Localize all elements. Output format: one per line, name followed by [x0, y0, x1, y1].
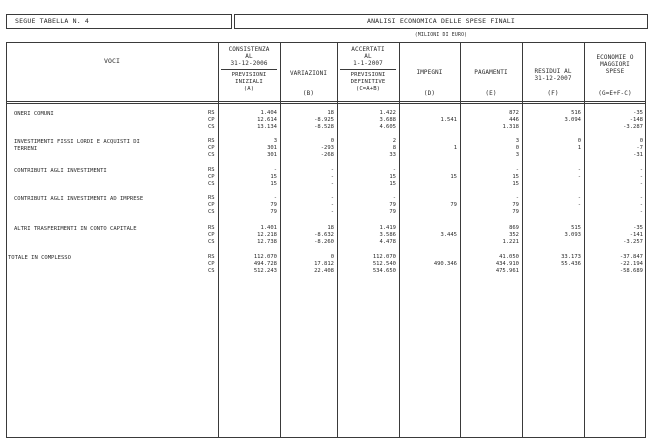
table-cell: - — [577, 167, 581, 173]
table-cell: 512.243 — [253, 267, 277, 274]
table-cell: - — [639, 167, 643, 173]
table-cell: - — [330, 201, 334, 208]
col-g-line4: (G=E+F-C) — [598, 90, 632, 97]
table-cell: -22.194 — [619, 260, 643, 267]
table-cell: 490.346 — [433, 260, 457, 267]
table-cell: - — [639, 208, 643, 215]
table-cell: 79 — [389, 201, 396, 208]
row-code: CS — [208, 151, 215, 158]
table-cell: -148 — [629, 116, 643, 123]
table-cell: 22.408 — [314, 267, 334, 274]
row-code: RS — [208, 254, 215, 260]
col-c-line6: (C=A+B) — [355, 86, 381, 92]
col-header-d — [399, 69, 460, 76]
col-header-g-sub — [584, 90, 646, 97]
table-cell: - — [392, 167, 396, 173]
col-header-f-sub — [522, 90, 584, 97]
table-cell: 3 — [515, 138, 519, 144]
header-divider — [6, 101, 646, 104]
col-header-e — [460, 69, 522, 76]
table-cell: - — [330, 195, 334, 201]
title-box — [234, 14, 648, 29]
table-cell: 1.221 — [502, 238, 519, 245]
row-code: CP — [208, 144, 215, 151]
table-cell: - — [273, 195, 277, 201]
row-code: CS — [208, 267, 215, 274]
col-c-line5: DEFINITIVE — [350, 79, 386, 85]
col-header-d-sub — [399, 90, 460, 97]
col-c-separator — [340, 69, 396, 70]
table-cell: - — [639, 195, 643, 201]
table-cell: - — [273, 167, 277, 173]
table-cell: 17.812 — [314, 260, 334, 267]
page-title: ANALISI ECONOMICA DELLE SPESE FINALI — [366, 17, 516, 25]
table-cell: -8.925 — [314, 116, 334, 123]
table-cell: 446 — [509, 116, 519, 123]
col-f-line3: (F) — [547, 90, 559, 97]
table-cell: 112.070 — [253, 254, 277, 260]
col-c-line3: 1-1-2007 — [353, 60, 383, 67]
table-cell: 352 — [509, 231, 519, 238]
col-a-line3: 31-12-2006 — [230, 60, 268, 67]
col-header-b-sub — [280, 90, 337, 97]
row-code: RS — [208, 195, 215, 201]
table-cell: - — [515, 167, 519, 173]
table-cell: 18 — [327, 225, 334, 231]
row-code: CP — [208, 173, 215, 180]
table-cell: 2 — [392, 138, 396, 144]
table-cell: 1 — [453, 144, 457, 151]
row-label: TOTALE IN COMPLESSO — [8, 255, 71, 261]
row-code: CS — [208, 180, 215, 187]
row-code: RS — [208, 167, 215, 173]
col-header-a — [218, 46, 280, 93]
table-cell: 79 — [270, 201, 277, 208]
table-cell: - — [577, 195, 581, 201]
col-header-b — [280, 70, 337, 77]
col-c-line1: ACCERTATI — [351, 46, 385, 53]
col-header-c — [337, 46, 399, 93]
table-cell: 0 — [515, 144, 519, 151]
table-cell: - — [330, 208, 334, 215]
col-header-voci — [6, 58, 218, 65]
col-header-voci-label: VOCI — [103, 57, 121, 65]
table-cell: 301 — [267, 144, 277, 151]
col-b-line1: VARIAZIONI — [289, 70, 328, 77]
table-cell: - — [639, 173, 643, 180]
table-cell: -3.257 — [623, 238, 643, 245]
table-cell: 516 — [571, 110, 581, 116]
table-cell: 79 — [270, 208, 277, 215]
col-a-line2: AL — [245, 53, 253, 60]
table-cell: - — [515, 195, 519, 201]
table-cell: 33 — [389, 151, 396, 158]
col-e-line2: (E) — [485, 90, 497, 97]
col-g-line3: SPESE — [605, 68, 625, 75]
table-cell: -3.287 — [623, 123, 643, 130]
table-cell: - — [392, 195, 396, 201]
table-cell: 79 — [389, 208, 396, 215]
row-code: RS — [208, 110, 215, 116]
table-cell: 112.070 — [372, 254, 396, 260]
row-label: ONERI COMUNI — [14, 111, 54, 117]
table-cell: 4.478 — [379, 238, 396, 245]
table-cell: - — [330, 167, 334, 173]
table-cell: 494.728 — [253, 260, 277, 267]
table-cell: 41.050 — [499, 254, 519, 260]
unit-label: (MILIONI DI EURO) — [414, 33, 468, 38]
table-ref-box — [6, 14, 232, 29]
table-cell: -8.632 — [314, 231, 334, 238]
table-cell: 15 — [512, 173, 519, 180]
table-cell: -35 — [633, 110, 643, 116]
table-cell: 79 — [512, 201, 519, 208]
table-cell: - — [330, 173, 334, 180]
table-cell: 1.419 — [379, 225, 396, 231]
row-code: CS — [208, 123, 215, 130]
table-cell: -8.260 — [314, 238, 334, 245]
table-cell: -293 — [320, 144, 334, 151]
col-e-line1: PAGAMENTI — [474, 69, 508, 76]
row-label: ALTRI TRASFERIMENTI IN CONTO CAPITALE — [14, 226, 137, 232]
row-code: CP — [208, 201, 215, 208]
table-cell: 3.093 — [564, 231, 581, 238]
table-cell: 15 — [270, 173, 277, 180]
col-header-g — [584, 54, 646, 75]
table-cell: 15 — [270, 180, 277, 187]
table-cell: 1.318 — [502, 123, 519, 130]
table-cell: 872 — [509, 110, 519, 116]
col-g-line2: MAGGIORI — [600, 61, 630, 68]
table-cell: -8.528 — [314, 123, 334, 130]
col-f-line1: RESIDUI AL — [534, 68, 572, 75]
table-cell: - — [577, 173, 581, 180]
table-cell: 12.614 — [257, 116, 277, 123]
col-g-line1: ECONOMIE O — [596, 54, 634, 61]
col-header-e-sub — [460, 90, 522, 97]
table-cell: 12.218 — [257, 231, 277, 238]
table-cell: 869 — [509, 225, 519, 231]
table-cell: 0 — [577, 138, 581, 144]
table-cell: 512.540 — [372, 260, 396, 267]
table-cell: 12.738 — [257, 238, 277, 245]
col-c-line4: PREVISIONI — [350, 72, 386, 78]
table-cell: -268 — [320, 151, 334, 158]
col-a-line4: PREVISIONI — [231, 72, 267, 78]
col-c-line2: AL — [364, 53, 372, 60]
row-code: CP — [208, 116, 215, 123]
table-cell: 18 — [327, 110, 334, 116]
table-cell: 3.445 — [440, 231, 457, 238]
table-ref-label: SEGUE TABELLA N. 4 — [15, 17, 90, 25]
table-cell: - — [330, 180, 334, 187]
col-a-line6: (A) — [243, 86, 255, 92]
table-cell: 15 — [389, 173, 396, 180]
table-cell: 8 — [392, 144, 396, 151]
table-cell: -37.847 — [619, 254, 643, 260]
row-label: INVESTIMENTI FISSI LORDI E ACQUISTI DI — [14, 139, 140, 145]
row-code: CS — [208, 208, 215, 215]
table-cell: 1.401 — [260, 225, 277, 231]
col-a-line1: CONSISTENZA — [228, 46, 270, 53]
col-a-separator — [221, 69, 277, 70]
col-header-f — [522, 68, 584, 82]
table-cell: - — [639, 180, 643, 187]
table-cell: 3.586 — [379, 231, 396, 238]
table-cell: 13.134 — [257, 123, 277, 130]
table-cell: - — [639, 201, 643, 208]
table-cell: 1.404 — [260, 110, 277, 116]
table-cell: -7 — [636, 144, 643, 151]
table-cell: 3.094 — [564, 116, 581, 123]
col-d-line1: IMPEGNI — [416, 69, 443, 76]
table-cell: 55.436 — [561, 260, 581, 267]
row-code: CP — [208, 231, 215, 238]
table-cell: 1.541 — [440, 116, 457, 123]
table-cell: 15 — [450, 173, 457, 180]
table-cell: 515 — [571, 225, 581, 231]
table-cell: 0 — [639, 138, 643, 144]
table-cell: 534.650 — [372, 267, 396, 274]
table-cell: -141 — [629, 231, 643, 238]
col-b-line2: (B) — [302, 90, 315, 97]
row-code: CP — [208, 260, 215, 267]
table-cell: 3 — [515, 151, 519, 158]
table-cell: - — [577, 201, 581, 208]
col-d-line2: (D) — [423, 90, 436, 97]
table-cell: 475.961 — [495, 267, 519, 274]
table-cell: 434.910 — [495, 260, 519, 267]
table-cell: -35 — [633, 225, 643, 231]
table-cell: -31 — [633, 151, 643, 158]
table-cell: 15 — [512, 180, 519, 187]
table-cell: 301 — [267, 151, 277, 158]
row-code: CS — [208, 238, 215, 245]
table-cell: 1.422 — [379, 110, 396, 116]
table-cell: 3.688 — [379, 116, 396, 123]
table-cell: 0 — [330, 254, 334, 260]
table-cell: 1 — [577, 144, 581, 151]
table-cell: 0 — [330, 138, 334, 144]
col-a-line5: INIZIALI — [235, 79, 263, 85]
table-cell: 3 — [273, 138, 277, 144]
row-code: RS — [208, 225, 215, 231]
table-cell: 79 — [512, 208, 519, 215]
table-cell: 4.605 — [379, 123, 396, 130]
table-cell: 79 — [450, 201, 457, 208]
row-label: TERRENI — [14, 146, 38, 152]
row-code: RS — [208, 138, 215, 144]
table-cell: -58.689 — [619, 267, 643, 274]
table-cell: 33.173 — [561, 254, 581, 260]
row-label: CONTRIBUTI AGLI INVESTIMENTI — [14, 168, 107, 174]
row-label: CONTRIBUTI AGLI INVESTIMENTI AD IMPRESE — [14, 196, 144, 202]
col-f-line2: 31-12-2007 — [534, 75, 572, 82]
table-cell: 15 — [389, 180, 396, 187]
